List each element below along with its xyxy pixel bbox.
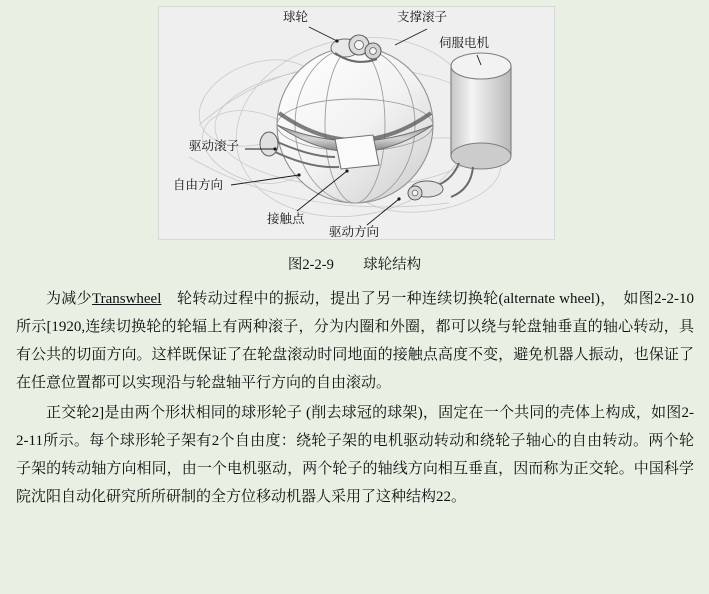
- figure-label-free-direction: 自由方向: [173, 178, 224, 192]
- figure-caption-number: 图2-2-9: [287, 257, 334, 273]
- figure-caption-text: 球轮结构: [363, 257, 422, 273]
- document-body: [16, 285, 694, 511]
- figure-label-contact-point: 接触点: [267, 212, 305, 226]
- paragraph-1: [16, 285, 694, 397]
- figure-ball-wheel-structure: [158, 6, 555, 240]
- figure-label-ball-wheel: 球轮: [283, 10, 309, 24]
- figure-label-drive-direction: 驱动方向: [329, 225, 380, 239]
- paragraph-1-lead: 为减少: [46, 291, 92, 307]
- figure-label-support-roller: 支撑滚子: [397, 10, 448, 24]
- paragraph-1-rest: 轮转动过程中的振动，提出了另一种连续切换轮(alternate wheel)， 如图2-2-10所示[1920,连续切换轮的轮辐上有两种滚子，分为内圈和外圈，都可以绕与轮盘轴垂直的轴心转动，具有公共的切面方向。这样既保证了在轮盘滚动时同地面的接触点高度不变，避免机器人振动，也保证了在任意位置都可以实现沿与轮盘轴平行方向的自由滚动。: [16, 291, 694, 391]
- paragraph-2: 正交轮2]是由两个形状相同的球形轮子 (削去球冠的球架)，固定在一个共同的壳体上构成，如图2-2-11所示。每个球形轮子架有2个自由度：绕轮子架的电机驱动转动和绕轮子轴心的自由转动。两个轮子架的转动轴方向相同，由一个电机驱动，两个轮子的轴线方向相互垂直，因而称为正交轮。中国科学院沈阳自动化研究所所研制的全方位移动机器人采用了这种结构22。: [16, 405, 694, 505]
- figure-caption: [0, 253, 709, 274]
- ball-wheel-diagram: [159, 7, 554, 239]
- figure-label-servo-motor: 伺服电机: [439, 36, 490, 50]
- figure-label-drive-roller: 驱动滚子: [189, 139, 240, 153]
- term-transwheel: Transwheel: [91, 291, 162, 307]
